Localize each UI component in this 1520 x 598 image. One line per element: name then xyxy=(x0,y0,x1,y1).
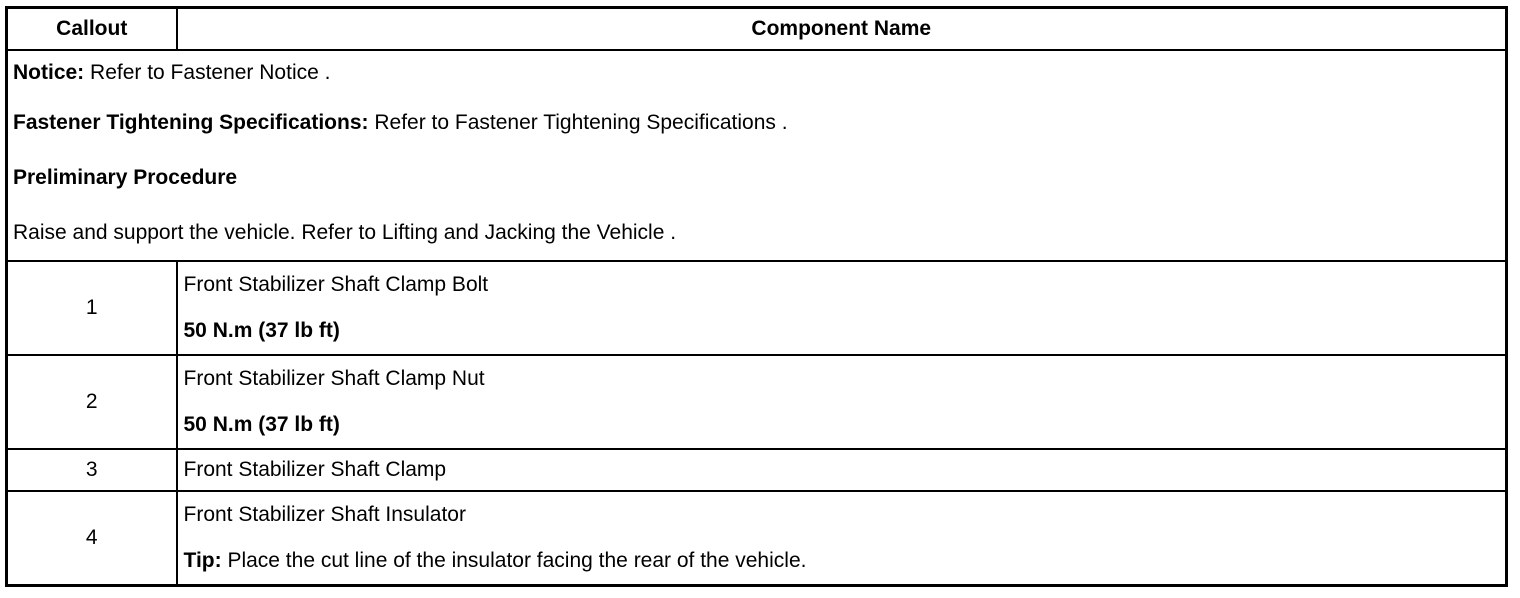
table-row xyxy=(7,449,1507,491)
component-cell xyxy=(177,261,1507,355)
callout-number: 3 xyxy=(7,449,177,491)
preliminary-procedure-heading: Preliminary Procedure xyxy=(13,166,238,189)
fastener-spec-text: Refer to Fastener Tightening Specifications . xyxy=(368,111,788,134)
component-name-column-header: Component Name xyxy=(177,8,1507,51)
tip-label: Tip: xyxy=(183,549,222,572)
component-cell xyxy=(177,491,1507,586)
component-name: Front Stabilizer Shaft Clamp Nut xyxy=(183,367,485,390)
table-header-row xyxy=(7,8,1507,51)
notes-cell xyxy=(7,50,1507,261)
notice-label: Notice: xyxy=(13,61,85,84)
fastener-spec-label: Fastener Tightening Specifications: xyxy=(13,111,369,134)
notice-text: Refer to Fastener Notice . xyxy=(84,61,331,84)
callout-number: 4 xyxy=(7,491,177,586)
notice-line xyxy=(13,51,1500,95)
callout-number: 2 xyxy=(7,355,177,449)
component-table xyxy=(5,6,1508,587)
component-cell xyxy=(177,449,1507,491)
component-cell xyxy=(177,355,1507,449)
tip-line xyxy=(184,538,1500,584)
torque-spec: 50 N.m (37 lb ft) xyxy=(183,413,340,436)
callout-column-header: Callout xyxy=(7,8,177,51)
notes-row xyxy=(7,50,1507,261)
fastener-spec-line xyxy=(13,95,1500,150)
component-name: Front Stabilizer Shaft Insulator xyxy=(183,503,466,526)
preliminary-procedure-text: Raise and support the vehicle. Refer to Lifting and Jacking the Vehicle . xyxy=(13,221,677,244)
table-row xyxy=(7,261,1507,355)
component-name: Front Stabilizer Shaft Clamp xyxy=(183,458,447,481)
tip-text: Place the cut line of the insulator facing the rear of the vehicle. xyxy=(221,549,807,572)
table-row xyxy=(7,355,1507,449)
torque-spec: 50 N.m (37 lb ft) xyxy=(183,319,340,342)
callout-number: 1 xyxy=(7,261,177,355)
table-row xyxy=(7,491,1507,586)
component-name: Front Stabilizer Shaft Clamp Bolt xyxy=(183,273,489,296)
